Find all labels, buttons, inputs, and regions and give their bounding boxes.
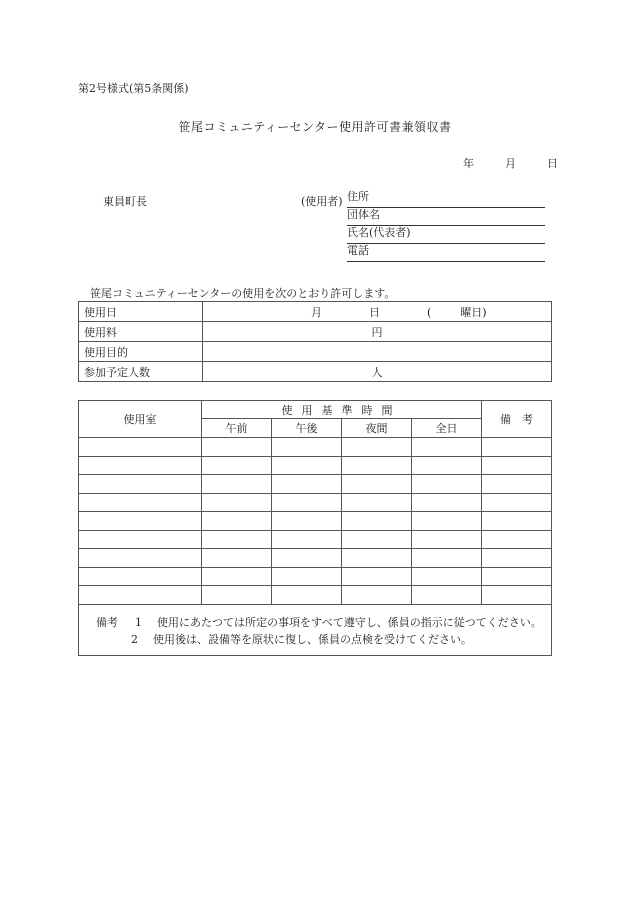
room-header: 使用室 [79,401,202,438]
room-cell[interactable] [79,512,202,531]
afternoon-cell[interactable] [272,586,342,605]
table-row [79,512,552,531]
remarks-header: 備 考 [482,401,552,438]
full-day-cell[interactable] [412,512,482,531]
usage-fee-label: 使用料 [79,322,203,342]
room-cell[interactable] [79,549,202,568]
full-day-cell[interactable] [412,530,482,549]
date-month: 月 [505,157,516,170]
issue-date [463,155,558,171]
table-row [79,322,552,342]
document-title: 笹尾コミュニティーセンター使用許可書兼領収書 [178,120,452,134]
night-cell[interactable] [342,586,412,605]
morning-cell[interactable] [202,586,272,605]
morning-cell[interactable] [202,530,272,549]
full-day-cell[interactable] [412,475,482,494]
usage-date-label: 使用日 [79,302,203,322]
morning-cell[interactable] [202,549,272,568]
applicant-phone-field[interactable]: 電話 [347,244,545,262]
room-cell[interactable] [79,475,202,494]
morning-cell[interactable] [202,567,272,586]
afternoon-cell[interactable] [272,530,342,549]
afternoon-cell[interactable] [272,549,342,568]
room-usage-table [78,400,552,605]
remarks-cell[interactable] [482,475,552,494]
remark-number: 1 [135,616,142,629]
full-day-cell[interactable] [412,586,482,605]
night-cell[interactable] [342,530,412,549]
table-row [79,493,552,512]
remarks-cell[interactable] [482,567,552,586]
table-row [79,362,552,382]
remarks-box [78,604,552,656]
night-cell[interactable] [342,475,412,494]
room-cell[interactable] [79,438,202,457]
night-cell[interactable] [342,512,412,531]
full-day-cell[interactable] [412,438,482,457]
usage-fee-field[interactable]: 円 [203,322,552,342]
form-number: 第2号様式(第5条関係) [78,82,189,95]
table-row [79,549,552,568]
permission-statement: 笹尾コミュニティーセンターの使用を次のとおり許可します。 [90,287,396,300]
afternoon-cell[interactable] [272,438,342,457]
afternoon-header: 午後 [272,419,342,438]
table-row [79,302,552,322]
participants-label: 参加予定人数 [79,362,203,382]
afternoon-cell[interactable] [272,475,342,494]
remarks-cell[interactable] [482,549,552,568]
table-row [79,530,552,549]
remarks-cell[interactable] [482,456,552,475]
full-day-cell[interactable] [412,493,482,512]
room-cell[interactable] [79,530,202,549]
night-cell[interactable] [342,567,412,586]
night-cell[interactable] [342,456,412,475]
date-day: 日 [547,157,558,170]
remarks-cell[interactable] [482,438,552,457]
participants-field[interactable]: 人 [203,362,552,382]
applicant-address-field[interactable]: 住所 [347,190,545,208]
night-header: 夜間 [342,419,412,438]
afternoon-cell[interactable] [272,456,342,475]
morning-header: 午前 [202,419,272,438]
remarks-cell[interactable] [482,512,552,531]
applicant-name-field[interactable]: 氏名(代表者) [347,226,545,244]
usage-details-table [78,301,552,382]
remarks-cell[interactable] [482,530,552,549]
time-group-header: 使用基準時間 [202,401,482,419]
full-day-cell[interactable] [412,456,482,475]
remark-number: 2 [131,633,138,646]
applicant-group-field[interactable]: 団体名 [347,208,545,226]
full-day-header: 全日 [412,419,482,438]
room-cell[interactable] [79,567,202,586]
night-cell[interactable] [342,493,412,512]
usage-purpose-label: 使用目的 [79,342,203,362]
table-row [79,342,552,362]
room-cell[interactable] [79,586,202,605]
table-row [79,456,552,475]
morning-cell[interactable] [202,438,272,457]
date-year: 年 [463,157,474,170]
remarks-label: 備考 [96,616,118,629]
remarks-cell[interactable] [482,586,552,605]
full-day-cell[interactable] [412,567,482,586]
morning-cell[interactable] [202,456,272,475]
morning-cell[interactable] [202,512,272,531]
applicant-label: (使用者) [301,195,343,208]
room-cell[interactable] [79,493,202,512]
remark-text: 使用後は、設備等を原状に復し、係員の点検を受けてください。 [153,633,472,646]
table-row [79,586,552,605]
full-day-cell[interactable] [412,549,482,568]
room-cell[interactable] [79,456,202,475]
addressee: 東員町長 [103,195,147,208]
table-row [79,475,552,494]
morning-cell[interactable] [202,475,272,494]
table-row [79,567,552,586]
night-cell[interactable] [342,549,412,568]
afternoon-cell[interactable] [272,493,342,512]
usage-date-field[interactable]: 月 日 ( 曜日) [203,302,552,322]
remarks-cell[interactable] [482,493,552,512]
afternoon-cell[interactable] [272,567,342,586]
table-row [79,438,552,457]
afternoon-cell[interactable] [272,512,342,531]
night-cell[interactable] [342,438,412,457]
remark-text: 使用にあたつては所定の事項をすべて遵守し、係員の指示に従つてください。 [157,616,542,629]
morning-cell[interactable] [202,493,272,512]
usage-purpose-field[interactable] [203,342,552,362]
